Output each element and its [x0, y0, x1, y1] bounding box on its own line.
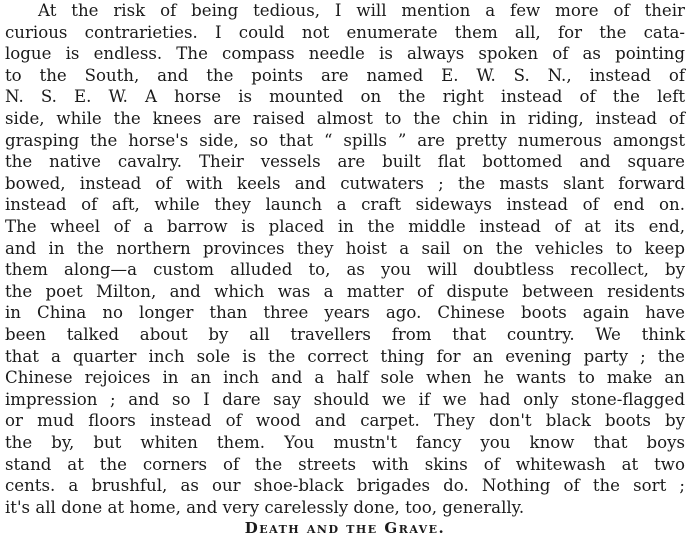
- paragraph-line-11: The wheel of a barrow is placed in the middle instead of at its end,: [5, 217, 685, 236]
- paragraph-line-24: it's all done at home, and very carelessly done, too, generally.: [5, 497, 525, 517]
- paragraph-line-5: N. S. E. W. A horse is mounted on the right instead of the left: [5, 87, 685, 107]
- paragraph-line-4: to the South, and the points are named E. W. S. N., instead of: [5, 65, 685, 85]
- paragraph-line-19: impression ; and so I dare say should we if we had only stone-flagged: [5, 389, 685, 409]
- paragraph-line-20: or mud floors instead of wood and carpet. They don't black boots by: [5, 411, 685, 431]
- paragraph-line-3: logue is endless. The compass needle is always spoken of as pointing: [5, 44, 685, 64]
- paragraph-line-9: bowed, instead of with keels and cutwaters ; the masts slant forward: [5, 173, 685, 193]
- paragraph-line-16: been talked about by all travellers from that country. We think: [5, 325, 685, 344]
- paragraph-line-13: them along—a custom alluded to, as you will doubtless recollect, by: [5, 260, 685, 280]
- paragraph-line-7: grasping the horse's side, so that “ spills ” are pretty numerous amongst: [5, 130, 685, 150]
- paragraph-line-10: instead of aft, while they launch a craft sideways instead of end on.: [5, 195, 685, 215]
- paragraph-line-1: At the risk of being tedious, I will mention a few more of their: [38, 1, 685, 20]
- paragraph-line-22: stand at the corners of the streets with skins of whitewash at two: [5, 454, 685, 474]
- paragraph-line-14: the poet Milton, and which was a matter of dispute between residents: [5, 281, 685, 301]
- section-heading: Death and the Grave.: [244, 519, 446, 538]
- paragraph-line-21: the by, but whiten them. You mustn't fancy you know that boys: [5, 433, 685, 452]
- paragraph-line-2: curious contrarieties. I could not enumerate them all, for the cata-: [5, 22, 685, 42]
- paragraph-line-12: and in the northern provinces they hoist a sail on the vehicles to keep: [5, 238, 685, 258]
- paragraph-line-18: Chinese rejoices in an inch and a half sole when he wants to make an: [5, 368, 685, 388]
- paragraph-line-8: the native cavalry. Their vessels are built flat bottomed and square: [5, 152, 685, 172]
- paragraph-line-17: that a quarter inch sole is the correct thing for an evening party ; the: [5, 346, 685, 366]
- paragraph-line-23: cents. a brushful, as our shoe-black brigades do. Nothing of the sort ;: [5, 476, 685, 496]
- paragraph-line-15: in China no longer than three years ago. Chinese boots again have: [5, 303, 685, 323]
- paragraph-line-6: side, while the knees are raised almost to the chin in riding, instead of: [5, 109, 685, 128]
